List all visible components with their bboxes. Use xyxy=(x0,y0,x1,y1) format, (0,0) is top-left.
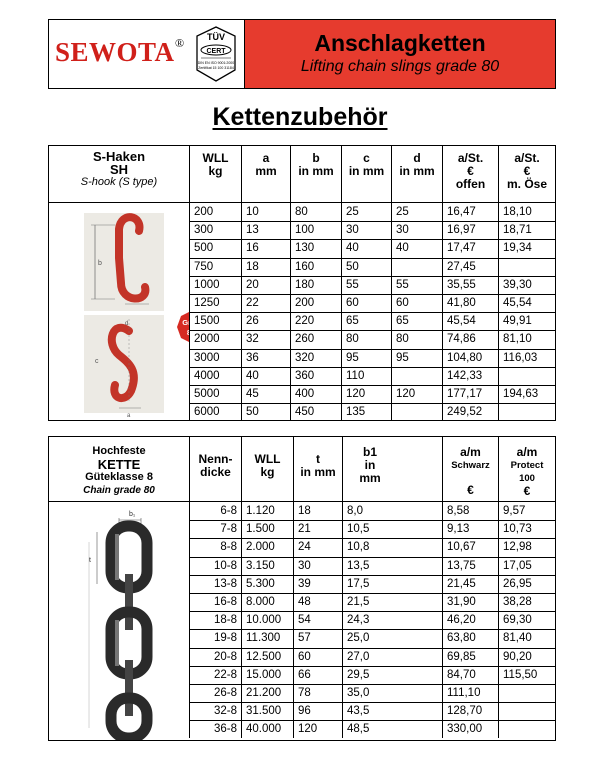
table-cell: 21,5 xyxy=(342,594,442,611)
shook-col-price-open: a/St. € offen xyxy=(442,146,498,202)
table-cell: 330,00 xyxy=(442,721,498,738)
table-cell: 81,10 xyxy=(498,331,555,348)
chain-row xyxy=(189,702,555,720)
table-cell: 45 xyxy=(241,386,290,403)
shook-row xyxy=(189,403,555,421)
table-cell: 19,34 xyxy=(498,240,555,257)
table-cell: 116,03 xyxy=(498,350,555,367)
grade-badge-text: G xyxy=(182,318,189,327)
table-cell: 22 xyxy=(241,295,290,312)
svg-text:d: d xyxy=(125,321,129,327)
table-cell: 21,45 xyxy=(442,576,498,593)
table-cell xyxy=(498,368,555,385)
table-cell: 48 xyxy=(293,594,342,611)
table-cell: 1.120 xyxy=(241,502,293,520)
svg-text:b₁: b₁ xyxy=(129,511,136,518)
table-cell: 60 xyxy=(341,295,391,312)
table-cell: 30 xyxy=(341,222,391,239)
table-cell: 1.500 xyxy=(241,521,293,538)
table-cell: 5000 xyxy=(189,386,241,403)
table-cell: 8,0 xyxy=(342,502,442,520)
shook-col-b: b in mm xyxy=(290,146,341,202)
table-cell: 21 xyxy=(293,521,342,538)
table-cell: 13,75 xyxy=(442,558,498,575)
chain-row xyxy=(189,666,555,684)
shook-row xyxy=(189,312,555,330)
table-cell: 8,58 xyxy=(442,502,498,520)
table-cell: 20-8 xyxy=(189,649,241,666)
table-cell: 18 xyxy=(241,259,290,276)
chain-col-t: t in mm xyxy=(293,437,342,501)
table-cell: 5.300 xyxy=(241,576,293,593)
table-cell: 249,52 xyxy=(442,404,498,421)
table-cell: 8-8 xyxy=(189,539,241,556)
table-cell: 27,0 xyxy=(342,649,442,666)
table-cell: 80 xyxy=(290,203,341,221)
table-cell: 160 xyxy=(290,259,341,276)
table-cell: 29,5 xyxy=(342,667,442,684)
table-cell: 54 xyxy=(293,612,342,629)
table-cell: 17,5 xyxy=(342,576,442,593)
tuv-cert-seal xyxy=(194,26,238,82)
shook-table xyxy=(48,145,556,421)
table-cell: 8.000 xyxy=(241,594,293,611)
table-cell: 13-8 xyxy=(189,576,241,593)
chain-row xyxy=(189,611,555,629)
chain-row xyxy=(189,629,555,647)
table-cell: 3.150 xyxy=(241,558,293,575)
table-cell: 84,70 xyxy=(442,667,498,684)
table-cell: 96 xyxy=(293,703,342,720)
table-cell: 13,5 xyxy=(342,558,442,575)
table-cell: 20 xyxy=(241,277,290,294)
table-cell: 115,50 xyxy=(498,667,555,684)
table-cell: 81,40 xyxy=(498,630,555,647)
table-cell: 60 xyxy=(293,649,342,666)
table-cell: 4000 xyxy=(189,368,241,385)
table-cell: 21.200 xyxy=(241,685,293,702)
table-cell: 16 xyxy=(241,240,290,257)
chain-row xyxy=(189,720,555,738)
table-cell: 16,97 xyxy=(442,222,498,239)
table-cell: 6000 xyxy=(189,404,241,421)
table-cell: 24 xyxy=(293,539,342,556)
shook-row xyxy=(189,349,555,367)
table-cell: 180 xyxy=(290,277,341,294)
svg-text:t: t xyxy=(89,557,91,564)
table-cell: 27,45 xyxy=(442,259,498,276)
shook-rows xyxy=(186,203,555,420)
table-cell: 9,57 xyxy=(498,502,555,520)
table-cell: 13 xyxy=(241,222,290,239)
table-cell: 12.500 xyxy=(241,649,293,666)
shook-col-wll: WLL kg xyxy=(189,146,241,202)
chain-image-cell xyxy=(49,502,189,740)
table-cell: 40.000 xyxy=(241,721,293,738)
table-cell: 35,55 xyxy=(442,277,498,294)
table-cell: 63,80 xyxy=(442,630,498,647)
table-cell: 200 xyxy=(290,295,341,312)
table-cell xyxy=(498,404,555,421)
chain-title-2: KETTE xyxy=(97,457,141,472)
table-cell: 32-8 xyxy=(189,703,241,720)
table-cell: 10,73 xyxy=(498,521,555,538)
table-cell: 40 xyxy=(241,368,290,385)
table-cell: 110 xyxy=(341,368,391,385)
table-cell: 100 xyxy=(290,222,341,239)
table-cell: 16-8 xyxy=(189,594,241,611)
shook-title-cell xyxy=(49,146,189,202)
shook-row xyxy=(189,239,555,257)
chain-row xyxy=(189,684,555,702)
chain-header-row xyxy=(49,437,555,502)
table-cell: 95 xyxy=(341,350,391,367)
table-cell: 50 xyxy=(341,259,391,276)
table-cell: 65 xyxy=(391,313,442,330)
shook-row xyxy=(186,328,555,348)
table-cell xyxy=(391,404,442,421)
table-cell: 16,47 xyxy=(442,203,498,221)
table-cell: 220 xyxy=(290,313,341,330)
table-cell: 38,28 xyxy=(498,594,555,611)
table-cell: 360 xyxy=(290,368,341,385)
table-cell: 1250 xyxy=(189,295,241,312)
table-cell: 30 xyxy=(391,222,442,239)
table-cell: 40 xyxy=(391,240,442,257)
svg-text:c: c xyxy=(95,358,99,365)
table-cell: 18,71 xyxy=(498,222,555,239)
table-cell: 130 xyxy=(290,240,341,257)
registered-mark: ® xyxy=(175,36,185,50)
table-cell: 40 xyxy=(341,240,391,257)
table-cell: 10,5 xyxy=(342,521,442,538)
header-subtitle: Lifting chain slings grade 80 xyxy=(300,58,500,75)
table-cell: 300 xyxy=(189,222,241,239)
chain-col-wll: WLL kg xyxy=(241,437,293,501)
table-cell: 26-8 xyxy=(189,685,241,702)
shook-col-a: a mm xyxy=(241,146,290,202)
table-cell: 15.000 xyxy=(241,667,293,684)
logo-area xyxy=(49,20,245,88)
table-cell: 128,70 xyxy=(442,703,498,720)
chain-table xyxy=(48,436,556,741)
table-cell: 120 xyxy=(293,721,342,738)
table-cell: 45,54 xyxy=(442,313,498,330)
shook-row xyxy=(189,203,555,221)
table-cell xyxy=(498,259,555,276)
table-cell: 66 xyxy=(293,667,342,684)
table-cell: 104,80 xyxy=(442,350,498,367)
table-cell: 22-8 xyxy=(189,667,241,684)
table-cell: 36 xyxy=(241,350,290,367)
table-cell: 90,20 xyxy=(498,649,555,666)
table-cell: 69,85 xyxy=(442,649,498,666)
shook-row xyxy=(189,276,555,294)
chain-title-3: Güteklasse 8 xyxy=(85,471,153,483)
table-cell: 48,5 xyxy=(342,721,442,738)
cert-line2: Zertifikat 15 100 31184 xyxy=(198,66,234,70)
table-cell: 200 xyxy=(189,203,241,221)
table-cell: 177,17 xyxy=(442,386,498,403)
header-banner xyxy=(48,19,556,89)
shook-diagram xyxy=(49,203,189,421)
cert-top-text: TÜV xyxy=(207,32,225,42)
table-cell: 32 xyxy=(241,331,290,348)
chain-title-4: Chain grade 80 xyxy=(83,485,155,496)
table-cell: 18-8 xyxy=(189,612,241,629)
table-cell: 18,10 xyxy=(498,203,555,221)
table-cell: 6-8 xyxy=(189,502,241,520)
table-cell: 80 xyxy=(341,331,391,348)
table-cell: 19-8 xyxy=(189,630,241,647)
chain-col-size: Nenn- dicke xyxy=(189,437,241,501)
chain-row xyxy=(189,538,555,556)
chain-row xyxy=(189,502,555,520)
shook-row xyxy=(189,294,555,312)
table-cell: 18 xyxy=(293,502,342,520)
table-cell: 25,0 xyxy=(342,630,442,647)
table-cell: 31,90 xyxy=(442,594,498,611)
table-cell: 7-8 xyxy=(189,521,241,538)
cert-mid-text: CERT xyxy=(206,48,226,55)
chain-link-icon xyxy=(111,526,147,738)
table-cell xyxy=(498,703,555,720)
table-cell: 11.300 xyxy=(241,630,293,647)
table-cell: 142,33 xyxy=(442,368,498,385)
table-cell: 39,30 xyxy=(498,277,555,294)
table-cell: 9,13 xyxy=(442,521,498,538)
chain-title-cell xyxy=(49,437,189,501)
table-cell: 450 xyxy=(290,404,341,421)
table-cell: 120 xyxy=(391,386,442,403)
table-cell: 12,98 xyxy=(498,539,555,556)
table-cell: 46,20 xyxy=(442,612,498,629)
grade-badge-icon xyxy=(177,311,189,343)
svg-text:a: a xyxy=(127,413,131,419)
table-cell: 41,80 xyxy=(442,295,498,312)
table-cell: 25 xyxy=(341,203,391,221)
table-cell: 80 xyxy=(391,331,442,348)
table-cell: 55 xyxy=(391,277,442,294)
table-cell: 43,5 xyxy=(342,703,442,720)
table-cell: 1500 xyxy=(189,313,241,330)
table-cell: 45,54 xyxy=(498,295,555,312)
chain-diagram xyxy=(49,502,189,740)
table-cell: 2000 xyxy=(189,331,241,348)
table-cell: 55 xyxy=(341,277,391,294)
table-cell: 26 xyxy=(241,313,290,330)
header-title: Anschlagketten xyxy=(314,30,486,56)
table-cell: 2.000 xyxy=(241,539,293,556)
table-cell: 36-8 xyxy=(189,721,241,738)
table-cell: 95 xyxy=(391,350,442,367)
shook-header-row xyxy=(49,146,555,203)
table-cell: 26,95 xyxy=(498,576,555,593)
shook-col-price-eye: a/St. € m. Öse xyxy=(498,146,555,202)
table-cell: 10-8 xyxy=(189,558,241,575)
table-cell: 24,3 xyxy=(342,612,442,629)
title-area xyxy=(245,20,555,88)
cert-line1: DIN EN ISO 9001:2000 xyxy=(197,61,235,65)
table-cell: 111,10 xyxy=(442,685,498,702)
chain-row xyxy=(189,557,555,575)
brand-logo: SEWOTA xyxy=(55,37,175,67)
table-cell: 69,30 xyxy=(498,612,555,629)
table-cell: 78 xyxy=(293,685,342,702)
shook-row xyxy=(189,367,555,385)
table-cell: 50 xyxy=(241,404,290,421)
table-cell: 135 xyxy=(341,404,391,421)
table-cell: 17,47 xyxy=(442,240,498,257)
table-cell: 49,91 xyxy=(498,313,555,330)
shook-col-c: c in mm xyxy=(341,146,391,202)
chain-col-price-black: a/m Schwarz € xyxy=(442,437,498,501)
shook-image-cell xyxy=(49,203,189,420)
table-cell: 500 xyxy=(189,240,241,257)
section-title: Kettenzubehör xyxy=(212,103,388,131)
table-cell: 39 xyxy=(293,576,342,593)
table-cell: 30 xyxy=(293,558,342,575)
table-cell: 60 xyxy=(391,295,442,312)
table-cell: 750 xyxy=(189,259,241,276)
chain-title-1: Hochfeste xyxy=(92,445,146,457)
table-cell: 400 xyxy=(290,386,341,403)
table-cell: 10,8 xyxy=(342,539,442,556)
svg-text:80: 8 xyxy=(186,328,189,337)
shook-title-en: S-hook (S type) xyxy=(80,176,158,188)
table-cell: 17,05 xyxy=(498,558,555,575)
chain-col-b1: b1 in mm xyxy=(342,437,397,501)
chain-row xyxy=(189,648,555,666)
shook-row xyxy=(189,385,555,403)
table-cell xyxy=(498,685,555,702)
table-cell: 57 xyxy=(293,630,342,647)
chain-row xyxy=(189,593,555,611)
table-cell: 3000 xyxy=(189,350,241,367)
table-cell: 65 xyxy=(341,313,391,330)
shook-row xyxy=(189,258,555,276)
table-cell: 10.000 xyxy=(241,612,293,629)
table-cell: 25 xyxy=(391,203,442,221)
table-cell: 260 xyxy=(290,331,341,348)
shook-row xyxy=(189,221,555,239)
table-cell xyxy=(498,721,555,738)
chain-col-price-protect: a/m Protect 100 € xyxy=(498,437,555,501)
chain-rows xyxy=(189,502,555,740)
table-cell: 120 xyxy=(341,386,391,403)
table-cell: 31.500 xyxy=(241,703,293,720)
chain-row xyxy=(189,575,555,593)
shook-col-d: d in mm xyxy=(391,146,442,202)
chain-row xyxy=(189,520,555,538)
table-cell: 74,86 xyxy=(442,331,498,348)
svg-text:b: b xyxy=(98,260,102,267)
table-cell xyxy=(391,368,442,385)
table-cell: 320 xyxy=(290,350,341,367)
table-cell: 10,67 xyxy=(442,539,498,556)
shook-title-de: S-Haken xyxy=(92,149,146,164)
table-cell: 10 xyxy=(241,203,290,221)
table-cell: 1000 xyxy=(189,277,241,294)
table-cell: 194,63 xyxy=(498,386,555,403)
shook-title-code: SH xyxy=(109,162,129,177)
table-cell xyxy=(391,259,442,276)
table-cell: 35,0 xyxy=(342,685,442,702)
